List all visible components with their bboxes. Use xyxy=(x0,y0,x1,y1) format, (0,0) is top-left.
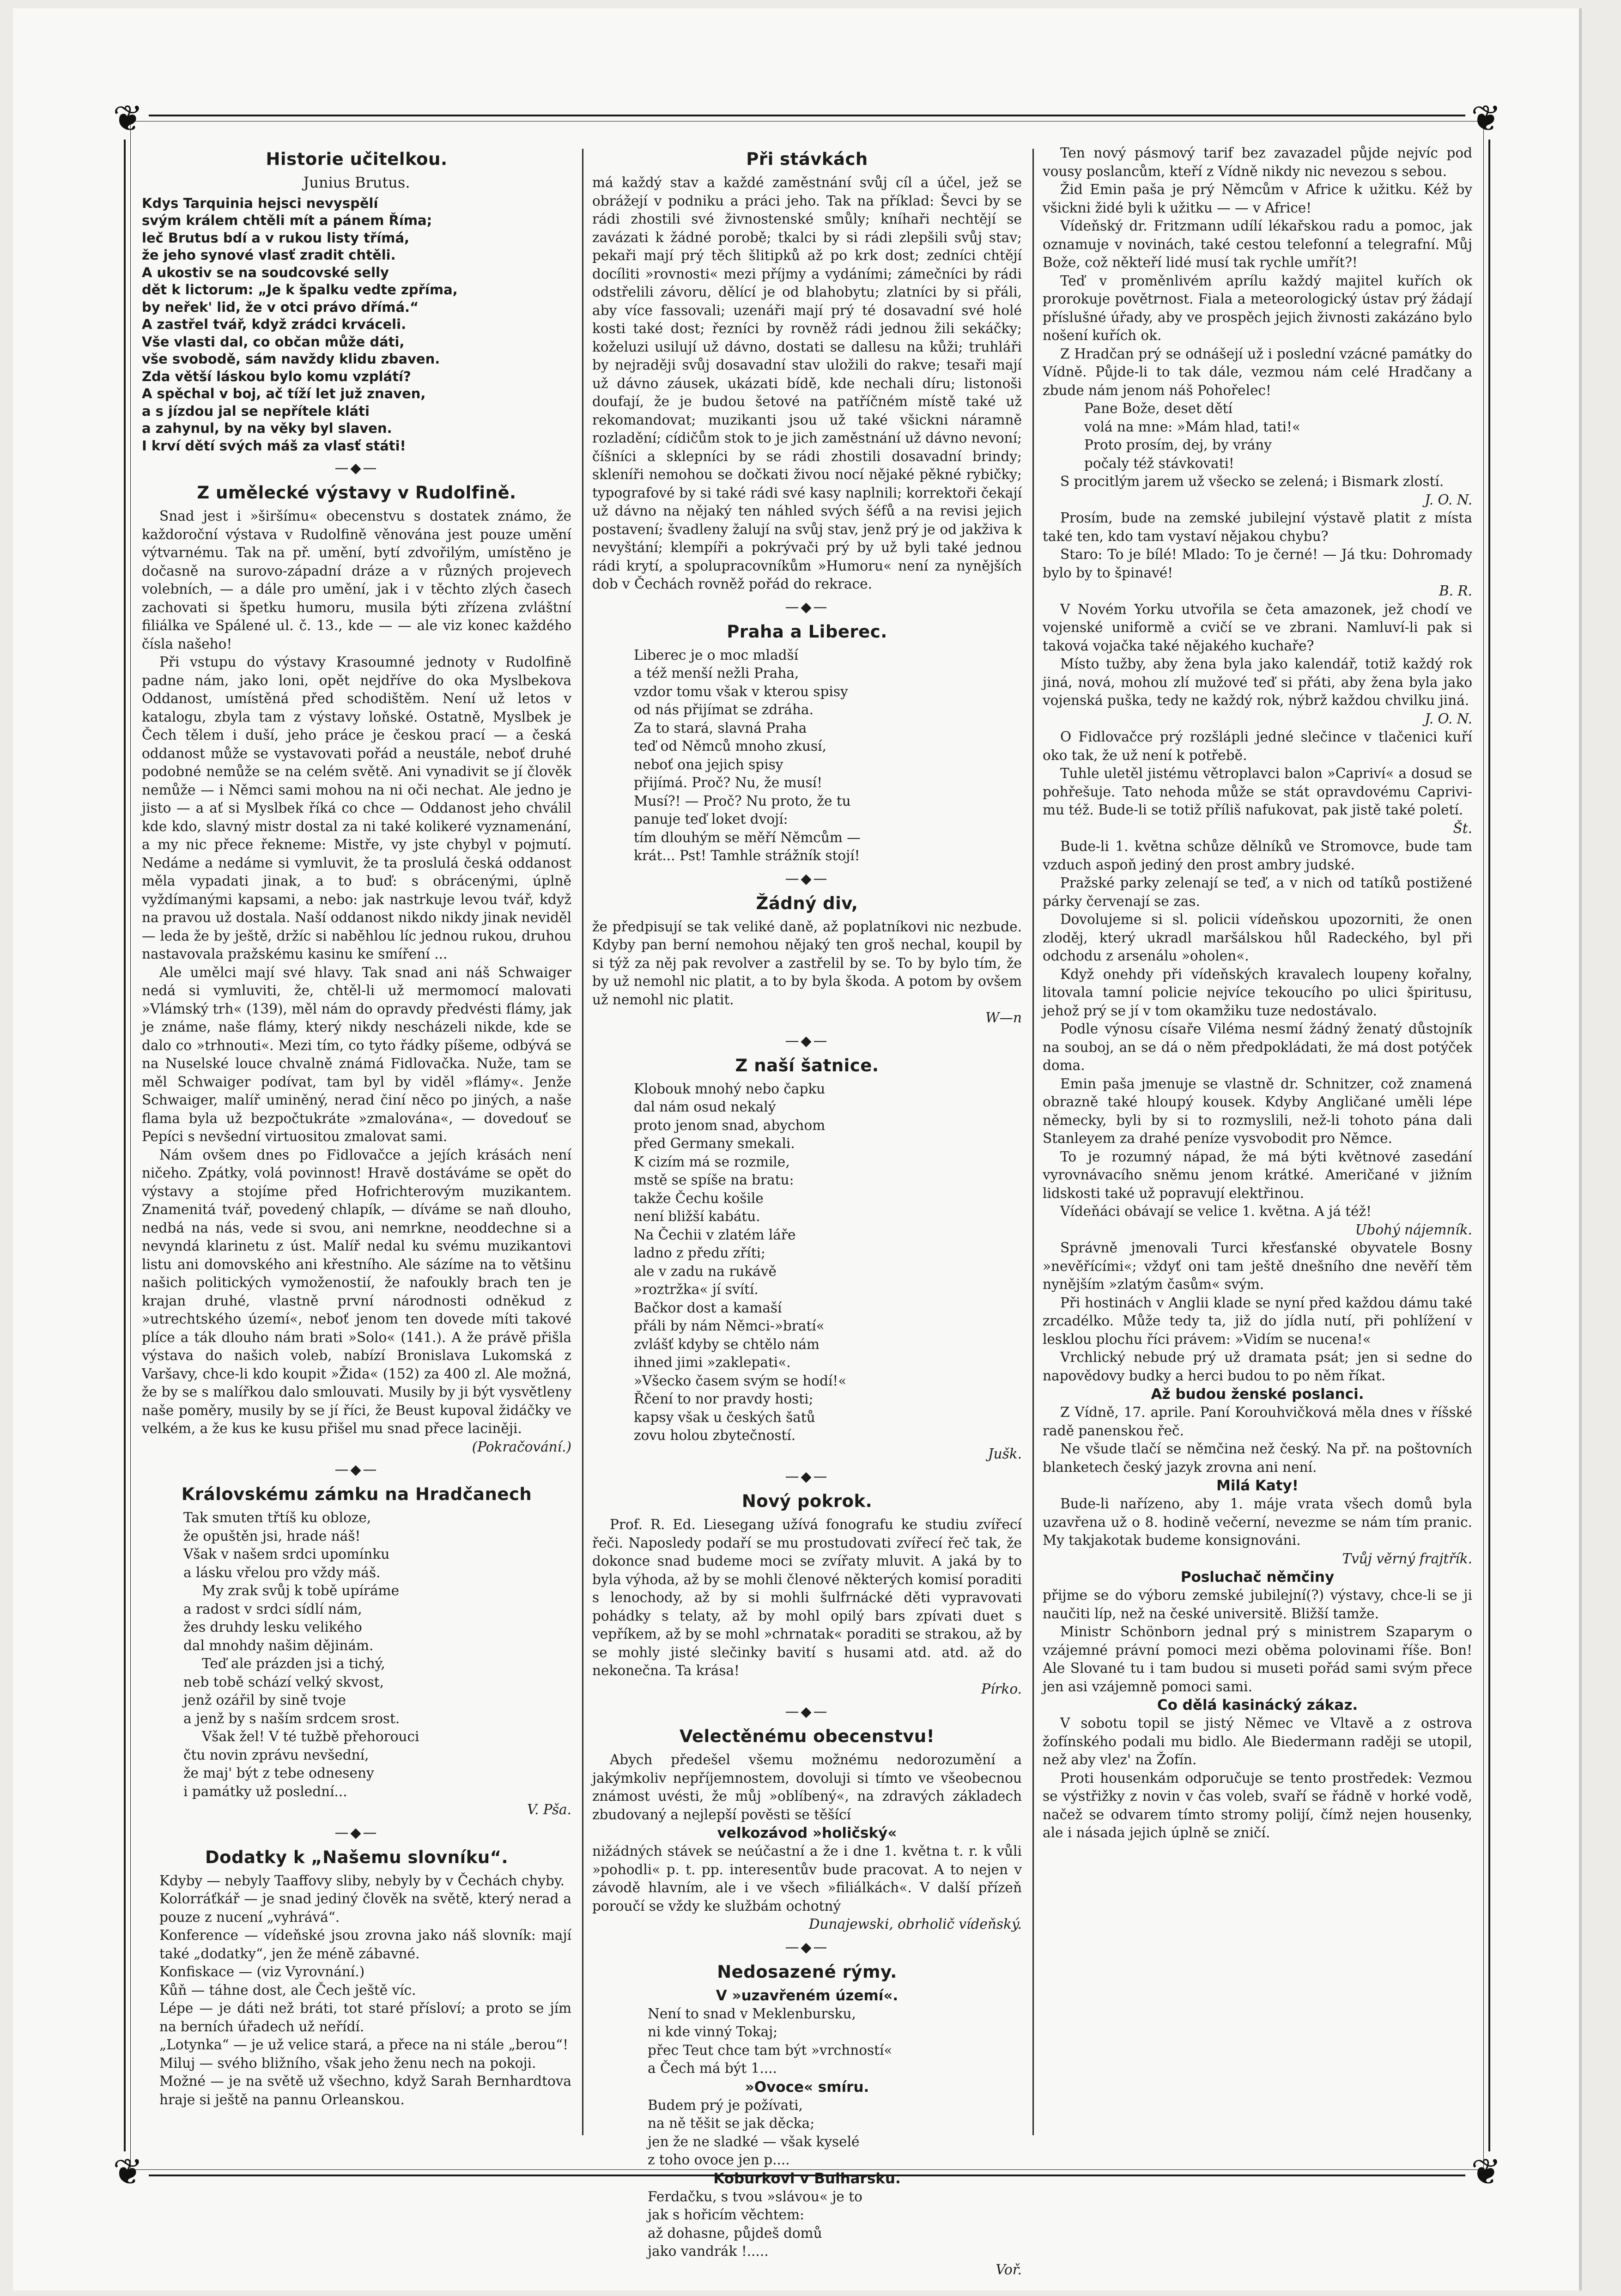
article-title: Historie učitelkou. xyxy=(266,149,448,169)
paragraph: Při hostinách v Anglii klade se nyní před každou dámu také zrcadélko. Může tedy ta, již do jídla nutí, při pohlížení v lesklou plochu říci právem: »Vidím se nucena!« xyxy=(1043,1294,1472,1347)
signature: Tvůj věrný frajtřík. xyxy=(1342,1550,1472,1567)
paragraph: Ministr Schönborn jednal prý s ministrem Szaparym o vzájemné právní pomoci mezi oběma polovinami říše. Bon! Ale Slované tu i tam budou si museti pořád sami svým přece jen asi vzájemně pomoci sami. xyxy=(1043,1624,1472,1695)
separator-ornament-icon: —◆— xyxy=(785,599,829,615)
byline: Junius Brutus. xyxy=(303,174,410,191)
separator-ornament-icon: —◆— xyxy=(334,460,379,476)
paragraph: V Novém Yorku utvořila se četa amazonek, jež chodí ve vojenské uniformě a cvičí se ve zbrani. Namluví-li pak si taková vojačka také nějakého kuchaře? xyxy=(1043,601,1472,654)
separator-ornament-icon: —◆— xyxy=(785,1939,829,1956)
corner-ornament-icon: ❦ xyxy=(107,98,149,140)
signature: J. O. N. xyxy=(1425,492,1472,508)
signature: Jušk. xyxy=(988,1446,1022,1462)
paragraph: Bude-li nařízeno, aby 1. máje vrata všech domů byla uzavřena už o 8. hodině večerní, nevezme se nám tím pranic. My takjakotak budeme konsignováni. xyxy=(1043,1496,1472,1548)
signature: Št. xyxy=(1453,820,1472,836)
subheading: Co dělá kasinácký zákaz. xyxy=(1157,1697,1358,1713)
paragraph: Abych předešel všemu možnému nedorozumění a jakýmkoliv nepříjemnostem, dovoluji si tímto ve všeobecnou známost uvésti, že můj »oblíbený«, na zdravých základech zbudovaný a nejlepší pověsti se těšící xyxy=(592,1752,1022,1822)
paragraph: Prof. R. Ed. Liesegang užívá fonografu ke studiu zvířecí řeči. Naposledy podaří se mu prostudovati zvířecí řeč tak, že dokonce snad budeme moci se zvířaty mluvit. A jaká by to byla výhoda, až by se mohli členové některých komisí poraditi s lenochody, až by si mohli šulfrnácké děti vypravovati pohádky s telaty, až by mohl opilý bars zpívati duet s vepříkem, až by se mohl »chrnatak« poraditi se strakou, až by se mohly jisté slečinky bavití s husami atd. atd. až do nekonečna. Ta krása! xyxy=(592,1517,1022,1678)
continuation-note: (Pokračování.) xyxy=(472,1439,571,1455)
subheading: V »uzavřeném území«. xyxy=(716,1987,899,2004)
paragraph: Snad jest i »širšímu« obecenstvu s dostatek známo, že každoroční výstava v Rudolfině věnována jest pouze umění výtvarnému. Tak na př. umění, bytí zdvořilým, umístěno je dočasně na surovo-západní dráze a v různých projevech volebních, — a dále pro umění, jak i v těchto zlých časech zachovati si špetku humoru, musila býti zřízena zvláštní filiálka ve Spálené ul. č. 13., kde — — ale viz konec každého čísla našeho! xyxy=(142,508,571,652)
paragraph: Vrchlický nebude prý už dramata psát; jen si sedne do napovědovy budky a herci budou to po něm říkat. xyxy=(1043,1349,1472,1384)
paragraph: Z Vídně, 17. aprile. Paní Korouhvičková měla dnes v říšské radě panenskou řeč. xyxy=(1043,1404,1472,1439)
corner-ornament-icon: ❦ xyxy=(1465,98,1507,140)
subheading: Posluchač němčiny xyxy=(1180,1569,1335,1585)
paragraph: Správně jmenovali Turci křesťanské obyvatele Bosny »nevěřícími«; vždyť oni tam ještě dnešního dne nevěří těm nynějším »zlatým časům« svým. xyxy=(1043,1240,1472,1292)
signature: Voř. xyxy=(996,2261,1022,2278)
article-title: Nedosazené rýmy. xyxy=(717,1962,897,1982)
paragraph: Tuhle uletěl jistému větroplavci balon »Capriví« a dosud se pohřešuje. Tato nehoda může se stát opravdovému Caprivi-mu též. Bude-li se totiž příliš nafukovat, pak jistě také poletí. xyxy=(1043,765,1472,818)
article-title: Praha a Liberec. xyxy=(727,621,887,642)
prayer-verse: Pane Bože, deset dětí volá na mne: »Mám hlad, tati!« Proto prosím, dej, by vrány počaly též stávkovati! xyxy=(1084,401,1301,471)
paragraph: Ne všude tlačí se němčina než český. Na př. na poštovních blanketech český jazyk zrovna ani není. xyxy=(1043,1441,1472,1475)
article-title: Z umělecké výstavy v Rudolfině. xyxy=(197,483,516,503)
paragraph: Dovolujeme si sl. policii vídeňskou upozorniti, že onen zloděj, který ukradl maršálskou hůl Radeckého, byl při odchodu z arsenálu »oholen«. xyxy=(1043,911,1472,964)
article-title: Žádný div, xyxy=(756,893,858,913)
rhyme-block: Ferdačku, s tvou »slávou« je to jak s hořicím věchtem: až dohasne, půjdeš domů jako vandrák !..... xyxy=(648,2188,862,2259)
paragraph: Staro: To je bílé! Mlado: To je černé! — Já tku: Dohromady bylo by to špinavé! xyxy=(1043,547,1472,581)
glossary: Kdyby — nebyly Taaffovy sliby, nebyly by v Čechách chyby. Kolorráťkář — je snad jediný člověk na světě, který nerad a pouze z nucení „vyhrává“. Konference — vídeňské jsou zrovna jako náš slovník: mají také „dodatky“, jen že méně zábavné. Konfiskace — (viz Vyrovnání.) Kůň — táhne dost, ale Čech ještě víc. Lépe — je dáti než bráti, tot staré přísloví; a proto se jím na berních úřadech už neřídí. „Lotynka“ — je už velice stará, a přece na ni stále „berou“! Miluj — svého bližního, však jeho ženu nech na pokoji. Možné — je na světě už všechno, když Sarah Bernhardtova hraje si ještě na pannu Orleanskou. xyxy=(159,1872,571,2108)
article-title: Velectěnému obecenstvu! xyxy=(679,1726,935,1746)
column-left xyxy=(142,144,571,2144)
separator-ornament-icon: —◆— xyxy=(785,1033,829,1049)
paragraph: Místo tužby, aby žena byla jako kalendář, totiž každý rok jiná, nová, mohou zlí mužové teď si přáti, aby žena byla jako vojenská puška, tedy ne každý rok, nýbrž každou chvilku jiná. xyxy=(1043,656,1472,708)
paragraph: Vídeňáci obávají se velice 1. května. A já též! xyxy=(1060,1203,1372,1219)
paragraph: Z Hradčan prý se odnášejí už i poslední vzácné památky do Vídně. Půjde-li to tak dále, vezmou nám celé Hradčany a zbude nám jenom náš Pohořelec! xyxy=(1043,346,1472,398)
article-title: Nový pokrok. xyxy=(741,1491,873,1511)
paragraph: že předpisují se tak veliké daně, až poplatníkovi nic nezbude. Kdyby pan berní nemohou nějaký ten groš nechal, koupil by si týž za něj pak revolver a zastřelil by se. To by bylo tím, že by už nemohl nic platit, a to by byla škoda. A potom by ovšem už nemohl nic platit. xyxy=(592,918,1022,1008)
paragraph: Když onehdy při vídeňských kravalech loupeny kořalny, litovala tamní policie nejvíce tekoucího po ulici špiritusu, jehož prý se jí v tom okamžiku tuze nedostávalo. xyxy=(1043,966,1472,1019)
paragraph: Emin paša jmenuje se vlastně dr. Schnitzer, což znamená obrazně také hloupý kousek. Kdyby Angličané uměli lépe německy, byli by si to rozmyslili, než-li tohoto pána dali Stanleyem za drahé peníze vysvobodit pro Němce. xyxy=(1043,1075,1472,1146)
paragraph: Nám ovšem dnes po Fidlovačce a jejích krásách není ničeho. Zpátky, volá povinnost! Hravě dostáváme se opět do výstavy a stojíme před Hofrichterovým muzikantem. Znamenitá tvář, povedený chlapík, — díváme se naň dlouho, nedbá na nás, vede si svou, ani nemrkne, neoddechne si a nevyndá klarinetu z úst. Malíř nedal ku svému muzikantovi listu ani domovského ani křestního. Ale sázíme na to většinu našich politických vymoženostií, že nafoukly brach ten je krajan druhé, vlastně první národnosti odněkud z »utrechtského území«, neboť jenom ten dovede míti takové plíce a ták dlouho nám brati »Solo« (141.). A že právě přišla výstava do našich voleb, nabízí Bronislava Lukomská z Varšavy, chce-li kdo koupit »Žida« (152) za 400 zl. Ale možná, že by se s malířkou dalo smlouvati. Musily by ji být vysvětleny naše poměry, musily by se jí říci, že Beust kupoval židáčky ve velkém, a že kus ke kusu přišel mu snad přece laciněji. xyxy=(142,1147,571,1436)
signature: V. Pša. xyxy=(527,1802,571,1817)
signature: Ubohý nájemník. xyxy=(1355,1221,1472,1238)
article-title: Z naší šatnice. xyxy=(735,1055,879,1075)
poem-praha: Liberec je o moc mladší a též menší nežli Praha, vzdor tomu však v kterou spisy od nás přijímat se zdráha. Za to stará, slavná Praha teď od Němců mnoho zkusí, neboť ona jejich spisy přijímá. Proč? Nu, že musí! Musí?! — Proč? Nu proto, že tu panuje teď loket dvojí: tím dlouhým se měří Němcům — krát... Pst! Tamhle strážník stojí! xyxy=(634,647,861,863)
poem-satnice: Klobouk mnohý nebo čapku dal nám osud nekalý proto jenom snad, abychom před Germany smekali. K cizím má se rozmile, mstě se spíše na bratu: takže Čechu košile není bližší kabátu. Na Čechii v zlatém láře ladno z předu zříti; ale v zadu na rukávě »roztržka« jí svítí. Bačkor dost a kamaší přáli by nám Němci-»bratí« zvlášť kdyby se chtělo nám ihned jimi »zaklepati«. »Všecko časem svým se hodí!« Řčení to nor pravdy hosti; kapsy však u českých šatů zovu holou zbytečností. xyxy=(634,1081,847,1443)
subheading: Koburkovi v Bulharsku. xyxy=(713,2170,901,2187)
newspaper-page xyxy=(13,8,1582,2290)
corner-ornament-icon: ❦ xyxy=(1465,2151,1507,2193)
rhyme-block: Budem prý je požívati, na ně těšit se jak děcka; jen že ne sladké — však kyselé z toho ovoce jen p.... xyxy=(648,2097,860,2168)
signature: Dunajewski, obrholič vídeňský. xyxy=(808,1916,1022,1932)
subheading: Až budou ženské poslanci. xyxy=(1151,1386,1364,1403)
page-frame xyxy=(113,98,1501,2278)
paragraph: O Fidlovačce prý rozšlápli jedné slečince v tlačenici kuří oko tak, že už není k potřebě. xyxy=(1043,729,1472,763)
signature: J. O. N. xyxy=(1425,711,1472,727)
paragraph: Vídeňský dr. Fritzmann udílí lékařskou radu a pomoc, jak oznamuje v novinách, také cestou telefonní a telegrafní. Můj Bože, což někteří lidé musí tak rychle umřít?! xyxy=(1043,218,1472,270)
paragraph: nižádných stávek se neúčastní a že i dne 1. května t. r. k vůli »pohodli« p. t. pp. interesentův bude pracovat. A to nejen v závodě hlavním, ale i ve všech »filiálkách«. V další přízeň poroučí se vždy ke službám ochotný xyxy=(592,1843,1022,1914)
paragraph: S procitlým jarem už všecko se zelená; i Bismark zlostí. xyxy=(1060,474,1444,489)
paragraph: To je rozumný nápad, že má býti květnové zasedání vyrovnávacího sněmu jenom krátké. Američané v jižním lidskosti také už popravují elektřinou. xyxy=(1043,1148,1472,1201)
paragraph: Prosím, bude na zemské jubilejní výstavě platit z místa také ten, kdo tam vystaví nějakou chybu? xyxy=(1043,510,1472,544)
paragraph: Pražské parky zelenají se teď, a v nich od tatíků postižené párky červenají se zas. xyxy=(1043,875,1472,909)
column-rule xyxy=(582,149,583,2135)
paragraph: V sobotu topil se jistý Němec ve Vltavě a z ostrova žofínského podali mu bidlo. Ale Biedermann raději se utopil, než aby vlez' na Žofín. xyxy=(1043,1715,1472,1768)
paragraph: Bude-li 1. května schůze dělníků ve Stromovce, bude tam vzduch aspoň jediný den prost ambry judské. xyxy=(1043,838,1472,873)
subheading: »Ovoce« smíru. xyxy=(745,2078,869,2096)
paragraph: Při vstupu do výstavy Krasoumné jednoty v Rudolfině padne nám, jako loni, opět nejdříve do oka Myslbekova Oddanost, umístěná před schodištěm. Není už letos v katalogu, zbyla tam z výstavy loňské. Ostatně, Myslbek je Čech tělem i duší, jeho práce je českou prací — a česká oddanost může se vystavovati pořád a neustále, neboť druhé podobné nemůže se na celém světě. Ani vynadivit se jí člověk nemůže — i Němci sami mohou na ni oči nechat. Ale jedno je jisto — a ať si Myslbek říká co chce — Oddanost jeho chválil kde kdo, slavný mistr dostal za ni také kolikeré vyznamenání, a my nic přece řekneme: Mistře, vy jste chybyl v pojmutí. Nedáme a nedáme si vymluvit, že ta proslulá česká oddanost měla vypadati jinak, a to buď: s obrácenými, úplně vyždímanými kapsami, a nebo: jak nastrkuje levou tvář, když na pravou už dostala. Naší oddanost nikdo nikdy jinak neviděl — leda že by ještě, držíc si naběhlou líc jednou rukou, druhou nastavovala pražskému kasinu ke smíření ... xyxy=(142,654,571,962)
rhyme-block: Není to snad v Meklenbursku, ni kde vinný Tokaj; přec Teut chce tam být »vrchností« a Čech má být 1.... xyxy=(648,2005,892,2076)
signature: B. R. xyxy=(1439,583,1472,599)
paragraph: Ale umělci mají své hlavy. Tak snad ani náš Schwaiger nedá si vymluviti, že, chtěl-li už mermomocí malovati »Vlámský trh« (139), měl nám do opravdy předvésti flámy, jak je známe, naše flámy, který nikdy nescházeli nikde, kde se dalo co »trhnouti«. Mezi tím, co tyto řádky píšeme, odbývá se na Nuselské louce chvalně známá Fidlovačka. Nuže, tam se měl Schwaiger podívat, tam byl by viděl »flámy«. Jenže Schwaiger, malíř uminěný, nerad činí něco po jiných, a naše flama byla už bezpočtukráte »zmalována«, — dovedouť se Pepíci s nevšední virtuositou zmalovat sami. xyxy=(142,964,571,1144)
article-title: Dodatky k „Našemu slovníku“. xyxy=(205,1847,509,1867)
paragraph: má každý stav a každé zaměstnání svůj cíl a účel, jež se obrážejí v podniku a práci jeho. Tak na příklad: Ševci by se rádi zhostili své živnostenské smůly; kníhaři nechtějí se zavázati k žádné porobě; tkalci by si rádi zlepšili svůj stav; pekaři mají prý těch šlitipků až po krk dost; zedníci chtějí docíliti »rovnosti« mezi příjmy a vydáními; zámečníci by rádi odstřelili závoru, dělící je od blahobytu; zlatníci by si přáli, aby více fassovali; uzenáři mají prý té dosavadní své holé kosti také dost; řezníci by rovněž rádi jednou žili sekáčky; koželuzi usilují už dávno, dostati se dallesu na kůži; truhláři by nejraději svůj dosavadní stav uložili do rakve; tesaři mají už dávno záusek, ukázati bídě, kde nechali díru; listonoši doufají, že je budou šetové na patříčném místě také už rekomandovat; muzikanti jsou už také všickni náramně rozladění; cídičům stok to je jich zaměstnání už dávno nevoní; číšníci a sklepníci by se rádi zhostili dosavadní brindy; skleníři nemohou se dočkati živou nocí nějaké pěkné rybičky; typografové by si také rádi své kasy naplnili; korrektoři čekají už dávno na nějaký ten náhled svých šéfů a na revisi jejich postavení; švadleny žalují na svůj stav, jenž prý je od jakživa k nevyštání; klempíři a pokrývači prý by už byli také jednou rádi krytí, a spolupracovníkům »Humoru« není za nynějších dob v Čechách rovněž pořád do rekrace. xyxy=(592,175,1022,592)
paragraph: Proti housenkám odporučuje se tento prostředek: Vezmou se výstřižky z novin v čas voleb, svaří se řádně v horké vodě, načež se odvarem tímto stromy polijí, čímž nejen housenky, ale i násada jejich úplně se zničí. xyxy=(1043,1770,1472,1840)
separator-ornament-icon: —◆— xyxy=(785,1704,829,1720)
paragraph: Podle výnosu císaře Viléma nesmí žádný ženatý důstojník na souboj, an se dá o něm předpokládati, že má dost potýček doma. xyxy=(1043,1021,1472,1073)
column-rule xyxy=(1032,149,1034,2135)
column-middle xyxy=(592,144,1022,2278)
separator-ornament-icon: —◆— xyxy=(785,1469,829,1485)
shop-name: velkozávod »holičský« xyxy=(717,1825,897,1841)
column-right xyxy=(1043,144,1472,2144)
article-title: Královskému zámku na Hradčanech xyxy=(181,1484,532,1504)
paragraph: Žid Emin paša je prý Němcům v Africe k užitku. Kéž by všickni židé byli k užitku — — v Africe! xyxy=(1043,182,1472,216)
poem-historie: Kdys Tarquinia hejsci nevyspělí svým králem chtěli mít a pánem Říma; leč Brutus bdí a v rukou listy třímá, že jeho synové vlasť zradit chtěli. A ukostiv se na soudcovské selly dět k lictorum: „Je k špalku vedte zpříma, by neřek' lid, že v otci právo dřímá.“ A zastřel tvář, když zrádci krváceli. Vše vlasti dal, co občan může dáti, vše svobodě, sám navždy klidu zbaven. Zda větší láskou bylo komu vzplátí? A spěchal v boj, ač tíží let juž znaven, a s jízdou jal se nepřítele kláti a zahynul, by na věky byl slaven. I krví dětí svých máš za vlasť státi! xyxy=(142,195,458,454)
separator-ornament-icon: —◆— xyxy=(334,1824,379,1841)
separator-ornament-icon: —◆— xyxy=(334,1462,379,1478)
subheading: Milá Katy! xyxy=(1216,1477,1299,1494)
paragraph: přijme se do výboru zemské jubilejní(?) výstavy, chce-li se ji naučiti líp, než na české universitě. Bližší tamže. xyxy=(1043,1587,1472,1622)
corner-ornament-icon: ❦ xyxy=(107,2151,149,2193)
article-title: Při stávkách xyxy=(746,149,868,169)
signature: W—n xyxy=(985,1010,1022,1026)
paragraph: Ten nový pásmový tarif bez zavazadel půjde nejvíc pod vousy poslancům, kteří z Vídně nikdy nic nevezou s sebou. xyxy=(1043,145,1472,179)
paragraph: Teď v proměnlivém aprílu každý majitel kuřích ok prorokuje povětrnost. Fiala a meteorologický ústav prý žádají příslušné úřady, aby ve prospěch jejich živnosti zakázáno bylo nošení kuřích ok. xyxy=(1043,273,1472,343)
poem-zamek: Tak smuten třtíš ku obloze, že opuštěn jsi, hrade náš! Však v našem srdci upomínku a lásku vřelou pro vždy máš. My zrak svůj k tobě upíráme a radost v srdci sídlí nám, žes druhdy lesku velikého dal mnohdy našim dějinám. Teď ale prázden jsi a tichý, neb tobě schází velký skvost, jenž ozářil by sině tvoje a jenž by s naším srdcem srost. Však žel! V té tužbě přehorouci čtu novin zprávu nevšední, že maj' být z tebe odneseny i památky už poslední... xyxy=(183,1510,419,1799)
separator-ornament-icon: —◆— xyxy=(785,870,829,887)
signature: Pírko. xyxy=(981,1681,1022,1697)
